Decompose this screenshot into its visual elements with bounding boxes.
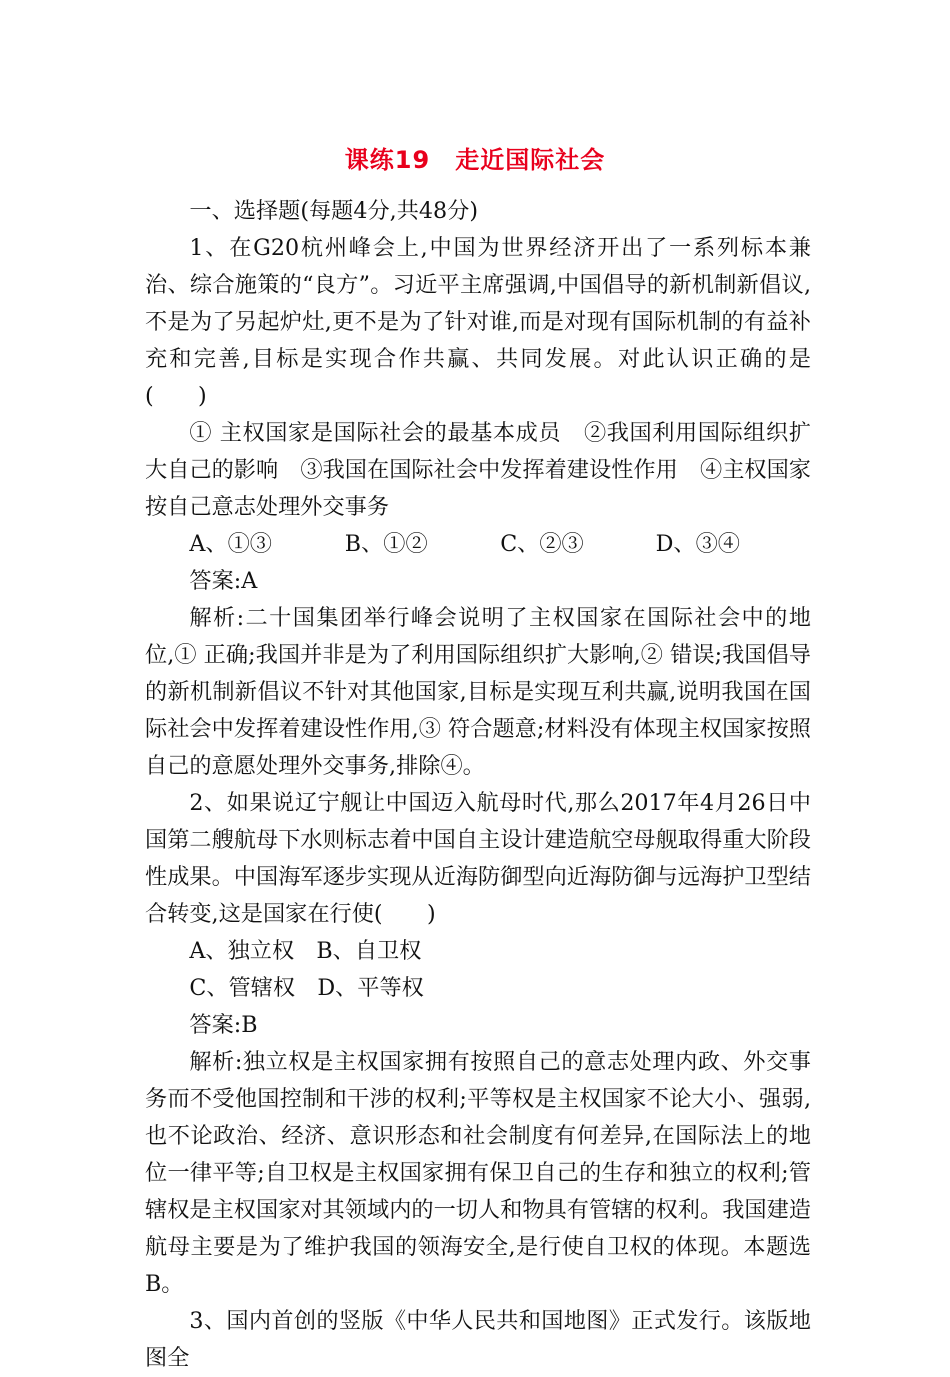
- question-2-option-c: C、管辖权: [189, 975, 296, 1001]
- question-3-stem: 3、国内首创的竖版《中华人民共和国地图》正式发行。该版地图全: [145, 1308, 811, 1371]
- question-1-answer: 答案:A: [189, 568, 258, 594]
- question-2-option-b: B、自卫权: [316, 938, 422, 964]
- document-title: 课练19 走近国际社会: [344, 146, 606, 174]
- question-2-stem: 2、如果说辽宁舰让中国迈入航母时代,那么2017年4月26日中国第二艘航母下水则标志着中国自主设计建造航空母舰取得重大阶段性成果。中国海军逐步实现从近海防御型向近海防御与远海护卫型结合转变,这是国家在行使( ): [145, 790, 811, 927]
- question-1-option-d: D、③④: [655, 531, 740, 557]
- question-2-options-row-2: [145, 970, 811, 1007]
- question-1-option-a: A、①③: [189, 531, 272, 557]
- document-body: [145, 193, 811, 1377]
- question-1-option-c: C、②③: [500, 531, 584, 557]
- question-1-analysis: 解析:二十国集团举行峰会说明了主权国家在国际社会中的地位,① 正确;我国并非是为了利用国际组织扩大影响,② 错误;我国倡导的新机制新倡议不针对其他国家,目标是实现互利共赢,说明我国在国际社会中发挥着建设性作用,③ 符合题意;材料没有体现主权国家按照自己的意愿处理外交事务,排除④。: [145, 605, 811, 779]
- question-1-stem: 1、在G20杭州峰会上,中国为世界经济开出了一系列标本兼治、综合施策的“良方”。习近平主席强调,中国倡导的新机制新倡议,不是为了另起炉灶,更不是为了针对谁,而是对现有国际机制的有益补充和完善,目标是实现合作共赢、共同发展。对此认识正确的是( ): [145, 235, 811, 409]
- question-1-options: [145, 526, 811, 563]
- question-1-statements: ① 主权国家是国际社会的最基本成员 ②我国利用国际组织扩大自己的影响 ③我国在国际社会中发挥着建设性作用 ④主权国家按自己意志处理外交事务: [145, 420, 811, 520]
- question-2-option-d: D、平等权: [317, 975, 424, 1001]
- section-heading: 一、选择题(每题4分,共48分): [189, 198, 478, 224]
- question-2-answer: 答案:B: [189, 1012, 258, 1038]
- question-1-option-b: B、①②: [344, 531, 428, 557]
- question-2-options-row-1: [145, 933, 811, 970]
- question-2-analysis: 解析:独立权是主权国家拥有按照自己的意志处理内政、外交事务而不受他国控制和干涉的权利;平等权是主权国家不论大小、强弱,也不论政治、经济、意识形态和社会制度有何差异,在国际法上的地位一律平等;自卫权是主权国家拥有保卫自己的生存和独立的权利;管辖权是主权国家对其领域内的一切人和物具有管辖的权利。我国建造航母主要是为了维护我国的领海安全,是行使自卫权的体现。本题选B。: [145, 1049, 811, 1297]
- question-2-option-a: A、独立权: [189, 938, 295, 964]
